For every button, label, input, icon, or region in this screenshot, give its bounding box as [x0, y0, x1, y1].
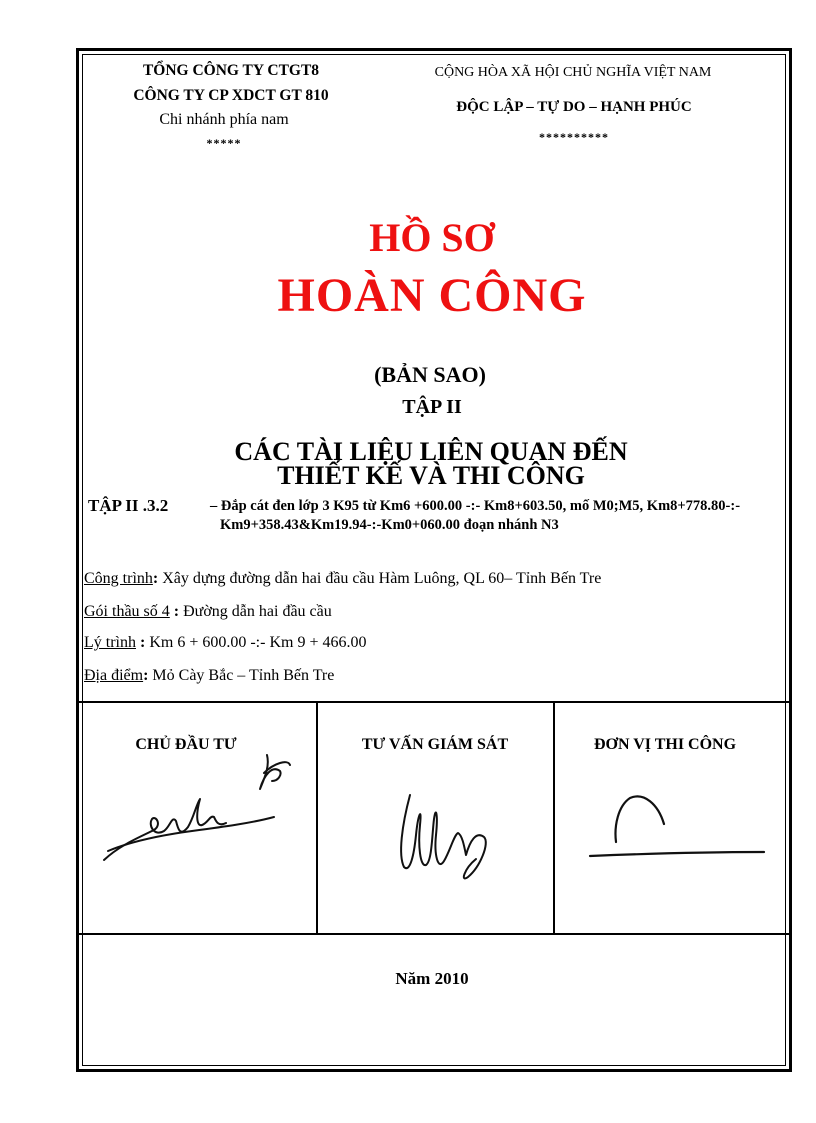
- signature-divider-2: [553, 702, 555, 934]
- contractor-signature: [588, 790, 768, 870]
- project-value: Xây dựng đường dẫn hai đầu cầu Hàm Luông, QL 60– Tỉnh Bến Tre: [162, 570, 602, 587]
- project-label: Công trình: [84, 570, 153, 587]
- package-line: Gói thầu số 4 : Đường dẫn hai đầu cầu: [84, 603, 332, 620]
- signature-top-rule: [78, 701, 790, 703]
- title-line-2: HOÀN CÔNG: [277, 269, 587, 322]
- location-value: Mỏ Cày Bắc – Tỉnh Bến Tre: [152, 667, 335, 684]
- title-line-1: HỒ SƠ: [369, 215, 495, 260]
- package-value: Đường dẫn hai đầu cầu: [183, 603, 332, 620]
- signature-divider-1: [316, 702, 318, 934]
- package-label: Gói thầu số 4: [84, 603, 170, 620]
- signature-bottom-rule: [78, 933, 790, 935]
- copy-label: (BẢN SAO): [374, 362, 486, 387]
- investor-title: CHỦ ĐẦU TƯ: [135, 736, 237, 753]
- investor-signature: [92, 745, 292, 875]
- document-frame: [76, 48, 792, 1072]
- year: Năm 2010: [395, 969, 469, 988]
- route-label: Lý trình: [84, 634, 136, 651]
- docs-title-line-1: CÁC TÀI LIỆU LIÊN QUAN ĐẾN: [234, 437, 628, 466]
- national-motto: ĐỘC LẬP – TỰ DO – HẠNH PHÚC: [456, 99, 692, 115]
- header-left-stars: *****: [206, 136, 242, 150]
- volume-label: TẬP II: [402, 396, 462, 418]
- supervisor-title: TƯ VẤN GIÁM SÁT: [361, 736, 509, 753]
- route-line: Lý trình : Km 6 + 600.00 -:- Km 9 + 466.00: [84, 634, 367, 651]
- country-name: CỘNG HÒA XÃ HỘI CHỦ NGHĨA VIỆT NAM: [434, 65, 712, 80]
- project-line: Công trình: Xây dựng đường dẫn hai đầu cầu Hàm Luông, QL 60– Tỉnh Bến Tre: [84, 570, 602, 587]
- header-right-stars: **********: [539, 130, 609, 144]
- parent-company-name: TỔNG CÔNG TY CTGT8: [142, 62, 320, 79]
- docs-title-line-2: THIẾT KẾ VÀ THI CÔNG: [277, 461, 585, 490]
- branch-name: Chi nhánh phía nam: [159, 111, 289, 128]
- location-label: Địa điểm: [84, 667, 144, 684]
- volume-code: TẬP II .3.2: [88, 496, 169, 515]
- company-name: CÔNG TY CP XDCT GT 810: [133, 87, 329, 104]
- route-value: Km 6 + 600.00 -:- Km 9 + 466.00: [149, 634, 367, 651]
- supervisor-signature: [380, 775, 500, 885]
- location-line: Địa điểm: Mỏ Cày Bắc – Tỉnh Bến Tre: [84, 667, 335, 684]
- contractor-title: ĐƠN VỊ THI CÔNG: [593, 736, 737, 753]
- volume-description: – Đắp cát đen lớp 3 K95 từ Km6 +600.00 -:- Km8+603.50, mố M0;M5, Km8+778.80-:-Km9+358.43&Km19.94-:-Km0+060.00 đoạn nhánh N3: [210, 498, 741, 533]
- document-frame-inner: [82, 54, 786, 1066]
